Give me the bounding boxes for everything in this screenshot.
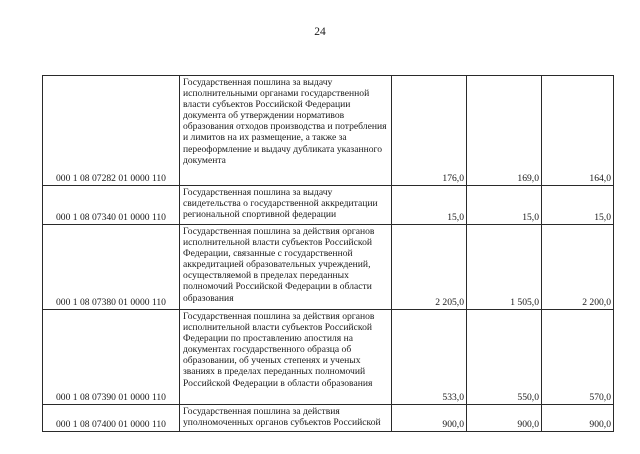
revenue-description xyxy=(180,405,392,432)
amount-year-2: 169,0 xyxy=(467,76,542,186)
amount-year-1: 533,0 xyxy=(392,310,467,405)
revenue-description xyxy=(180,310,392,405)
revenue-description-text: Государственная пошлина за выдачу свидетельства о государственной аккредитации региональной спортивной федерации xyxy=(183,187,378,221)
amount-year-3: 900,0 xyxy=(542,405,614,432)
amount-year-3: 570,0 xyxy=(542,310,614,405)
amount-year-1: 900,0 xyxy=(392,405,467,432)
amount-year-1: 176,0 xyxy=(392,76,467,186)
amount-year-1: 2 205,0 xyxy=(392,225,467,310)
revenue-description-text: Государственная пошлина за действия органов исполнительной власти субъектов Российской Федерации по проставлению апостиля на документах государственного образца об образовании, об ученых степенях и ученых званиях в пределах переданных полномочий Российской Федерации в области образования xyxy=(183,311,375,389)
amount-year-1: 15,0 xyxy=(392,186,467,225)
revenue-table xyxy=(42,75,614,432)
amount-year-3: 164,0 xyxy=(542,76,614,186)
revenue-description xyxy=(180,76,392,186)
budget-classification-code: 000 1 08 07390 01 0000 110 xyxy=(43,310,180,405)
budget-classification-code: 000 1 08 07282 01 0000 110 xyxy=(43,76,180,186)
table-row xyxy=(43,405,614,432)
table-row xyxy=(43,186,614,225)
revenue-description xyxy=(180,225,392,310)
budget-classification-code: 000 1 08 07380 01 0000 110 xyxy=(43,225,180,310)
table-row xyxy=(43,225,614,310)
page-number: 24 xyxy=(314,26,326,38)
amount-year-3: 2 200,0 xyxy=(542,225,614,310)
amount-year-2: 550,0 xyxy=(467,310,542,405)
table-row xyxy=(43,310,614,405)
budget-classification-code: 000 1 08 07400 01 0000 110 xyxy=(43,405,180,432)
table-row xyxy=(43,76,614,186)
amount-year-2: 1 505,0 xyxy=(467,225,542,310)
revenue-description-text: Государственная пошлина за выдачу исполнительными органами государственной власти субъектов Российской Федерации документа об утверждении нормативов образования отходов производства и потребления и лимитов на их размещение, а также за переоформление и выдачу дубликата указанного документа xyxy=(183,77,387,166)
revenue-description xyxy=(180,186,392,225)
amount-year-2: 15,0 xyxy=(467,186,542,225)
budget-classification-code: 000 1 08 07340 01 0000 110 xyxy=(43,186,180,225)
revenue-description-text: Государственная пошлина за действия уполномоченных органов субъектов Российской xyxy=(183,406,381,429)
revenue-description-text: Государственная пошлина за действия органов исполнительной власти субъектов Российской Федерации, связанные с государственной аккредитацией образовательных учреждений, осуществляемой в пределах переданных полномочий Российской Федерации в области образования xyxy=(183,226,375,304)
amount-year-3: 15,0 xyxy=(542,186,614,225)
amount-year-2: 900,0 xyxy=(467,405,542,432)
